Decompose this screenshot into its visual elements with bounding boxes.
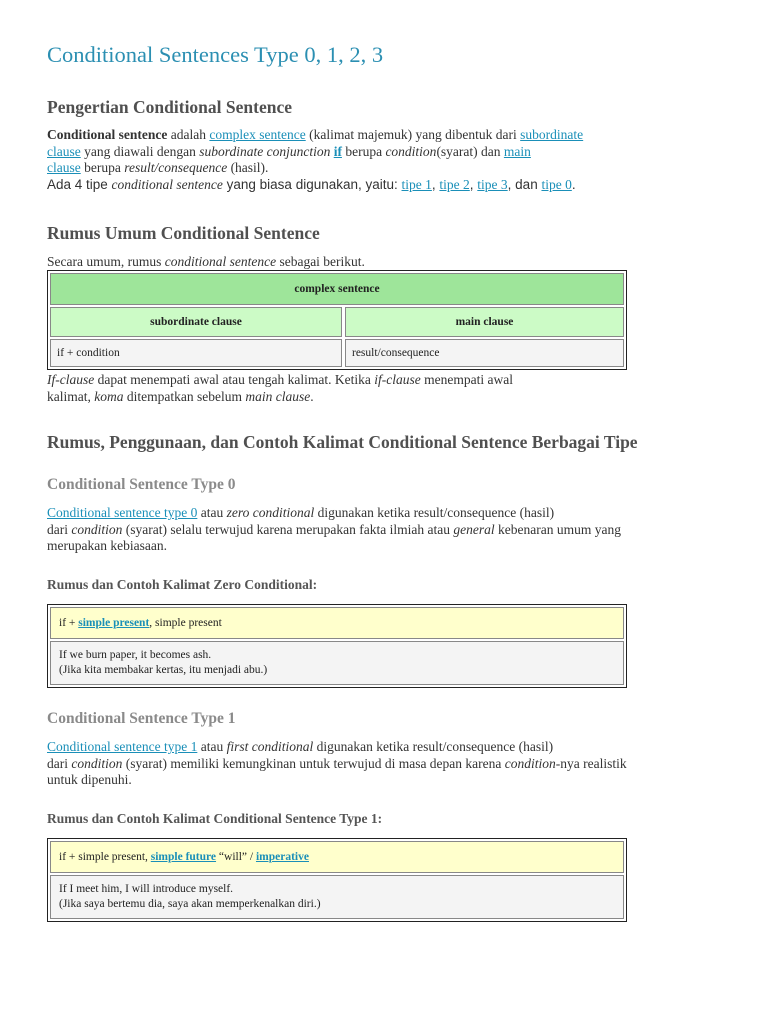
table-header-complex-sentence: complex sentence xyxy=(50,273,624,305)
type1-example-translation: (Jika saya bertemu dia, saya akan memperkenalkan diri.) xyxy=(59,898,321,910)
type0-formula-row xyxy=(50,607,624,639)
text: (kalimat majemuk) yang dibentuk dari xyxy=(305,127,521,142)
type0-paragraph xyxy=(47,505,737,555)
type0-subheading: Rumus dan Contoh Kalimat Zero Conditional: xyxy=(47,577,318,592)
text: kebenaran umum yang xyxy=(494,521,621,537)
link-subordinate-clause-part1[interactable]: subordinate xyxy=(520,127,584,142)
term-main-clause: main clause xyxy=(245,388,311,404)
link-tipe-3[interactable]: tipe 3 xyxy=(477,176,508,192)
page-title: Conditional Sentences Type 0, 1, 2, 3 xyxy=(47,42,384,67)
type1-example-row xyxy=(50,875,624,919)
text: menempati awal xyxy=(420,372,513,387)
text: (syarat) selalu terwujud karena merupakan fakta ilmiah atau xyxy=(122,521,454,537)
type1-formula-table xyxy=(47,838,627,922)
link-tipe-1[interactable]: tipe 1 xyxy=(401,176,432,192)
type0-example-row xyxy=(50,641,624,685)
text: adalah xyxy=(167,127,210,142)
link-if[interactable]: if xyxy=(333,143,342,159)
text: . xyxy=(571,176,576,192)
term-condition: condition xyxy=(71,521,123,537)
term-conditional-sentence: Conditional sentence xyxy=(47,127,168,142)
term-conditional-sentence: conditional sentence xyxy=(111,176,223,192)
type1-paragraph xyxy=(47,739,737,789)
text: -nya realistik xyxy=(555,755,627,771)
definition-paragraph xyxy=(47,127,737,193)
link-complex-sentence[interactable]: complex sentence xyxy=(209,127,306,142)
text: (syarat) memiliki kemungkinan untuk terwujud di masa depan karena xyxy=(122,755,505,771)
type0-example-translation: (Jika kita membakar kertas, itu menjadi abu.) xyxy=(59,664,268,676)
section-heading-definition: Pengertian Conditional Sentence xyxy=(47,97,292,117)
text: dari xyxy=(47,755,72,771)
term-if-clause: if-clause xyxy=(374,372,421,387)
table-header-main-clause: main clause xyxy=(345,307,624,337)
link-simple-present[interactable]: simple present xyxy=(78,617,150,629)
text: sebagai berikut. xyxy=(276,254,365,269)
text: , dan xyxy=(507,176,542,192)
table-cell-if-condition: if + condition xyxy=(50,339,342,367)
term-result-consequence: result/consequence xyxy=(124,160,228,175)
table-header-subordinate-clause: subordinate clause xyxy=(50,307,342,337)
text: ditempatkan sebelum xyxy=(123,388,246,404)
text: digunakan ketika result/consequence (hasil) xyxy=(313,739,554,754)
text: “will” / xyxy=(216,851,256,863)
text: atau xyxy=(197,505,227,520)
if-clause-note xyxy=(47,372,737,405)
type0-formula-table xyxy=(47,604,627,688)
text: yang diawali dengan xyxy=(80,143,200,159)
section-heading-general-formula: Rumus Umum Conditional Sentence xyxy=(47,223,320,243)
text: atau xyxy=(197,739,227,754)
term-condition: condition xyxy=(71,755,123,771)
text: . xyxy=(310,388,314,404)
text: if + simple present, xyxy=(59,851,151,863)
link-imperative[interactable]: imperative xyxy=(255,851,309,863)
term-first-conditional: first conditional xyxy=(226,739,314,754)
term-if-clause: If-clause xyxy=(47,372,95,387)
type1-formula-row xyxy=(50,841,624,873)
text: dapat menempati awal atau tengah kalimat. Ketika xyxy=(94,372,375,387)
type0-example-sentence: If we burn paper, it becomes ash. xyxy=(59,649,212,661)
type1-heading: Conditional Sentence Type 1 xyxy=(47,710,236,727)
general-formula-table xyxy=(47,270,627,370)
link-conditional-sentence-type-0[interactable]: Conditional sentence type 0 xyxy=(47,505,198,520)
table-cell-result-consequence: result/consequence xyxy=(345,339,624,367)
text: yang biasa digunakan, yaitu: xyxy=(222,176,402,192)
type0-heading: Conditional Sentence Type 0 xyxy=(47,476,236,493)
text: merupakan kebiasaan. xyxy=(47,538,167,553)
term-condition: condition xyxy=(385,143,437,159)
term-zero-conditional: zero conditional xyxy=(226,505,315,520)
text: kalimat, xyxy=(47,388,95,404)
text: berupa xyxy=(80,160,125,175)
link-conditional-sentence-type-1[interactable]: Conditional sentence type 1 xyxy=(47,739,198,754)
text: digunakan ketika result/consequence (hasil) xyxy=(314,505,555,520)
text: untuk dipenuhi. xyxy=(47,772,132,787)
text: dari xyxy=(47,521,72,537)
type1-subheading: Rumus dan Contoh Kalimat Conditional Sentence Type 1: xyxy=(47,811,383,826)
text: if + xyxy=(59,617,79,629)
text: Ada 4 tipe xyxy=(47,176,112,192)
text: , xyxy=(431,176,440,192)
term-general: general xyxy=(453,521,495,537)
text: , xyxy=(469,176,478,192)
text: berupa xyxy=(341,143,386,159)
term-koma: koma xyxy=(94,388,124,404)
section-heading-types: Rumus, Penggunaan, dan Contoh Kalimat Conditional Sentence Berbagai Tipe xyxy=(47,432,638,452)
formula-intro xyxy=(47,254,737,271)
link-tipe-0[interactable]: tipe 0 xyxy=(541,176,572,192)
type1-example-sentence: If I meet him, I will introduce myself. xyxy=(59,883,234,895)
text: (hasil). xyxy=(227,160,269,175)
link-tipe-2[interactable]: tipe 2 xyxy=(439,176,470,192)
link-subordinate-clause-part2[interactable]: clause xyxy=(47,143,81,159)
term-conditional-sentence: conditional sentence xyxy=(164,254,277,269)
text: (syarat) dan xyxy=(436,143,504,159)
link-main-clause-part2[interactable]: clause xyxy=(47,160,81,175)
text: , simple present xyxy=(149,617,222,629)
text: Secara umum, rumus xyxy=(47,254,165,269)
term-condition: condition xyxy=(504,755,556,771)
link-main-clause-part1[interactable]: main xyxy=(503,143,531,159)
link-simple-future[interactable]: simple future xyxy=(150,851,217,863)
term-subordinate-conjunction: subordinate conjunction xyxy=(199,143,331,159)
